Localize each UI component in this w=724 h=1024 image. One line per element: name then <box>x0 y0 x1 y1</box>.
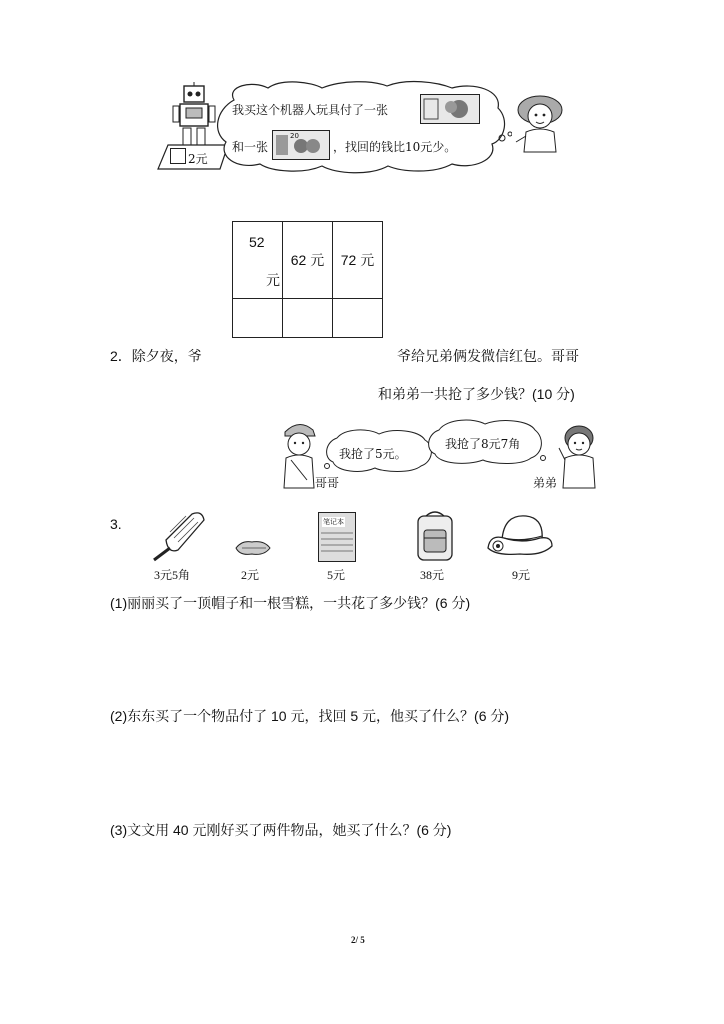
older-brother-label: 哥哥 <box>315 476 340 490</box>
banknote-20-icon <box>272 130 330 160</box>
answer-cell[interactable] <box>283 299 333 338</box>
answer-table <box>232 221 383 338</box>
page-number: 2/ 5 <box>351 935 365 945</box>
robot-price-suffix: 2元 <box>188 152 208 166</box>
price-blank-box[interactable] <box>170 148 186 164</box>
bubble-line1: 我买这个机器人玩具付了一张 <box>232 103 389 117</box>
popsicle-icon <box>148 510 206 562</box>
price-notebook: 5元 <box>327 568 346 582</box>
eraser-icon <box>232 536 274 560</box>
problem2-line1-right: 爷给兄弟俩发微信红包。哥哥 <box>397 348 579 364</box>
price-popsicle: 3元5角 <box>154 568 191 582</box>
price-hat: 9元 <box>512 568 531 582</box>
bubble-line2-suffix: ，找回的钱比10元少。 <box>333 140 457 154</box>
problem3-number: 3. <box>110 516 122 532</box>
older-brother-speech: 我抢了5元。 <box>339 447 407 461</box>
table-cell: 62 元 <box>283 222 333 299</box>
price-backpack: 38元 <box>420 568 445 582</box>
banknote-20-label: 20 <box>290 132 299 140</box>
younger-brother-icon <box>557 422 601 492</box>
problem2-line1-left: 2．除夕夜，爷 <box>110 348 202 364</box>
cell-52-unit: 元 <box>266 272 280 288</box>
problem1-illustration <box>150 80 570 180</box>
backpack-icon <box>412 508 458 562</box>
answer-cell[interactable] <box>333 299 383 338</box>
answer-cell[interactable] <box>233 299 283 338</box>
table-cell: 72 元 <box>333 222 383 299</box>
younger-brother-label: 弟弟 <box>533 476 558 490</box>
notebook-cover-label: 笔记本 <box>323 518 344 526</box>
problem3-question1: (1)丽丽买了一顶帽子和一根雪糕，一共花了多少钱？(6 分) <box>110 595 471 611</box>
price-eraser: 2元 <box>241 568 260 582</box>
problem3-question3: (3)文文用 40 元刚好买了两件物品，她买了什么？(6 分) <box>110 822 452 838</box>
problem2-illustration <box>275 418 605 498</box>
table-cell <box>233 222 283 299</box>
notebook-icon <box>318 512 356 562</box>
problem2-line2: 和弟弟一共抢了多少钱？(10 分) <box>378 386 575 402</box>
cell-52-number: 52 <box>249 234 265 250</box>
younger-brother-speech: 我抢了8元7角 <box>445 437 521 451</box>
girl-icon <box>512 92 568 154</box>
banknote-icon <box>420 94 480 124</box>
hat-icon <box>486 510 554 562</box>
bubble-line2-prefix: 和一张 <box>232 140 269 154</box>
problem3-question2: (2)东东买了一个物品付了 10 元，找回 5 元，他买了什么？(6 分) <box>110 708 510 724</box>
